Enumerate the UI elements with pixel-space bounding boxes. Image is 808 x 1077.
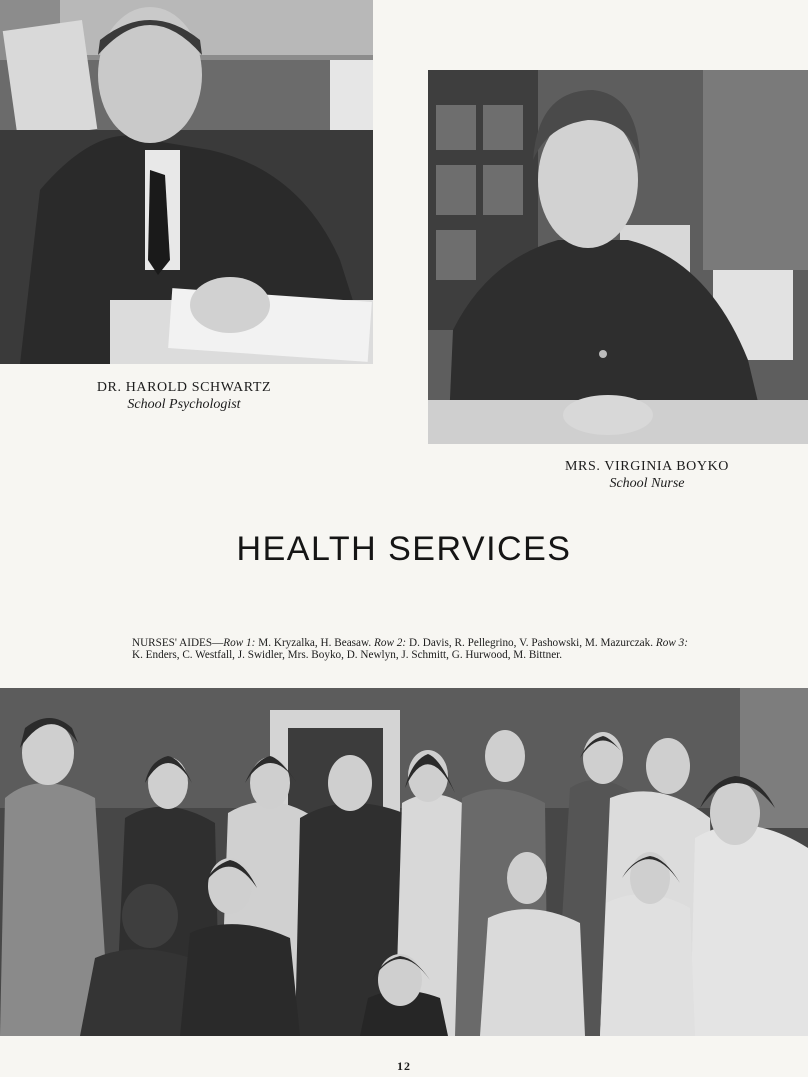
staff-title: School Nurse [609,476,685,491]
group-caption [132,637,688,661]
caption-boyko [497,459,797,492]
row-names: M. Kryzalka, H. Beasaw. [255,637,375,649]
row-label: Row 1: [223,637,256,649]
row-label: Row 2: [374,637,407,649]
row-names: D. Davis, R. Pellegrino, V. Pashowski, M. Mazurczak. [406,637,656,649]
section-title: HEALTH SERVICES [236,530,572,568]
photo-nurses-aides [0,688,808,1036]
page-number: 12 [397,1059,411,1073]
row-label: Row 3: [655,637,688,649]
caption-schwartz [34,380,334,413]
staff-name: MRS. VIRGINIA BOYKO [565,459,729,474]
photo-harold-schwartz [0,0,373,364]
row-names: K. Enders, C. Westfall, J. Swidler, Mrs. Boyko, D. Newlyn, J. Schmitt, G. Hurwood, M. Bittner. [132,649,563,662]
staff-name: DR. HAROLD SCHWARTZ [96,380,272,395]
photo-virginia-boyko [428,70,808,444]
staff-title: School Psychologist [127,397,241,412]
caption-label: NURSES' AIDES— [132,637,224,649]
